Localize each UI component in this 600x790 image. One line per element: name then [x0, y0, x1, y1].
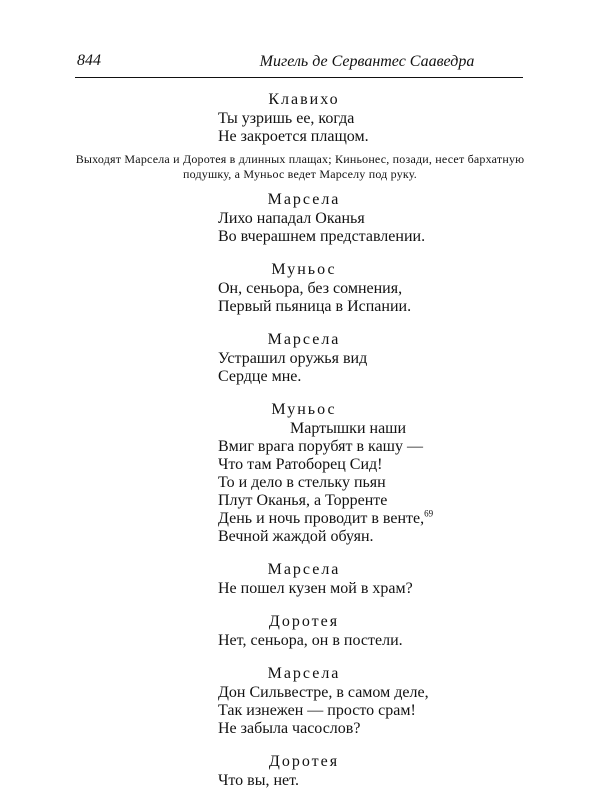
verse-line: Сердце мне. — [218, 368, 302, 385]
verse-line: Во вчерашнем представлении. — [218, 228, 426, 245]
speaker-name: Муньос — [271, 401, 337, 418]
speaker-name: Марсела — [267, 665, 341, 682]
verse-line: Вмиг врага порубят в кашу — — [218, 438, 423, 455]
speaker-name: Доротея — [268, 613, 340, 630]
verse-line: Нет, сеньора, он в постели. — [218, 632, 403, 649]
verse-line: Не забыла часослов? — [218, 720, 361, 737]
speaker-name: Муньос — [271, 261, 337, 278]
page-number: 844 — [77, 52, 101, 69]
verse-line-text: День и ночь проводит в венте, — [218, 510, 425, 527]
running-head: Мигель де Сервантес Сааведра — [259, 53, 475, 70]
verse-line: Лихо нападал Оканья — [218, 210, 365, 227]
verse-line — [0, 510, 600, 528]
verse-line: Дон Сильвестре, в самом деле, — [218, 684, 429, 701]
verse-line: Что там Ратоборец Сид! — [218, 456, 383, 473]
verse-line: Устрашил оружья вид — [218, 350, 368, 367]
verse-line: Первый пьяница в Испании. — [218, 298, 412, 315]
verse-line: Не пошел кузен мой в храм? — [218, 580, 413, 597]
verse-line: Ты узришь ее, когда — [218, 110, 355, 127]
verse-line: Вечной жаждой обуян. — [218, 528, 374, 545]
verse-line: Не закроется плащом. — [218, 128, 369, 145]
verse-line: Так изнежен — просто срам! — [218, 702, 416, 719]
speaker-name: Марсела — [267, 191, 341, 208]
speaker-name: Доротея — [268, 753, 340, 770]
verse-line: То и дело в стельку пьян — [218, 474, 386, 491]
speaker-name: Клавихо — [268, 91, 340, 108]
page-body — [0, 90, 600, 790]
verse-line: Мартышки наши — [290, 420, 407, 437]
stage-direction: Выходят Марсела и Доротея в длинных плащах; Киньонес, позади, несет бархатную подушку, а Муньос ведет Марселу под руку. — [75, 152, 525, 181]
speaker-name: Марсела — [267, 561, 341, 578]
verse-line: Он, сеньора, без сомнения, — [218, 280, 403, 297]
verse-line: Плут Оканья, а Торренте — [218, 492, 388, 509]
speaker-name: Марсела — [267, 331, 341, 348]
footnote-ref: 69 — [424, 508, 434, 519]
verse-line: Что вы, нет. — [218, 772, 299, 789]
header-rule — [75, 77, 523, 78]
